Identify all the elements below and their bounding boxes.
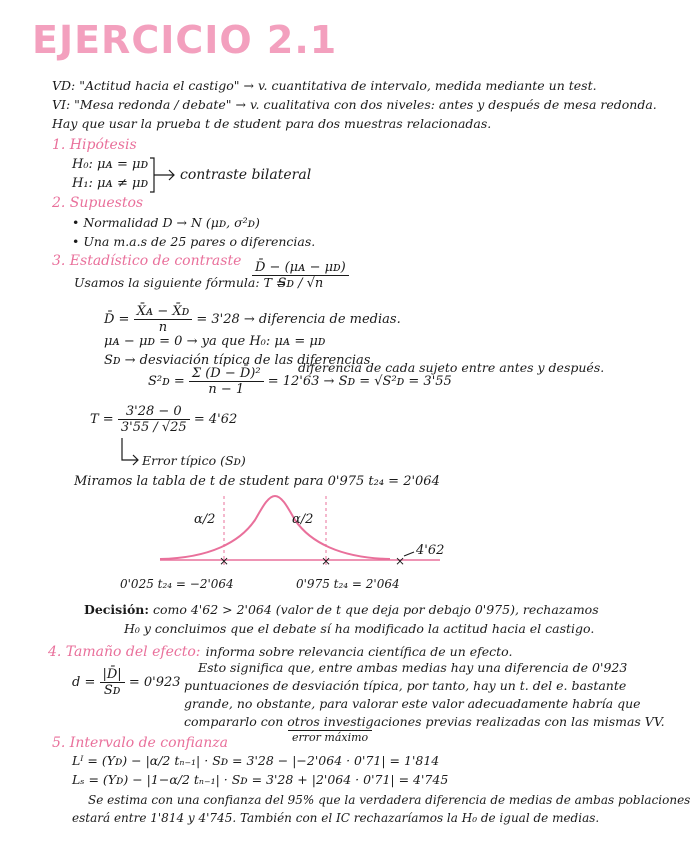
decision-conclusion: H₀ y concluimos que el debate sí ha modificado la actitud hacia el castigo.: [124, 621, 595, 636]
contrast-type: contraste bilateral: [180, 167, 312, 183]
dbar-rhs: = 3'28 → diferencia de medias.: [196, 312, 401, 327]
t-calculation-lhs: T =: [90, 412, 114, 427]
effect-size-lhs: d =: [72, 675, 96, 690]
variance-numerator: Σ (D − D̄)²: [189, 366, 264, 382]
bracket-arrow-icon: [148, 156, 178, 194]
section-3-heading: 3. Estadístico de contraste: [52, 253, 242, 269]
t-table-line: Miramos la tabla de t de student para 0'975 t₂₄ = 2'064: [74, 474, 440, 489]
effect-size-numerator: |D̄|: [100, 667, 125, 683]
error-max-label: error máximo: [288, 730, 372, 744]
h1-hypothesis: H₁: μᴀ ≠ μᴅ: [72, 176, 149, 191]
variance-rhs: = 12'63 → Sᴅ = √S²ᴅ = 3'55: [267, 374, 452, 389]
assumption-normality: • Normalidad D → N (μᴅ, σ²ᴅ): [72, 215, 260, 230]
t-calculation-rhs: = 4'62: [193, 412, 238, 427]
effect-text-2: puntuaciones de desviación típica, por tanto, hay un t. del e. bastante: [184, 678, 627, 693]
vi-line: VI: "Mesa redonda / debate" → v. cualitativa con dos niveles: antes y después de mesa redonda.: [52, 97, 657, 112]
dbar-denominator: n: [158, 320, 168, 335]
vd-line: VD: "Actitud hacia el castigo" → v. cuantitativa de intervalo, medida mediante un test.: [52, 78, 597, 93]
effect-text-3: grande, no obstante, para valorar este valor adecuadamente habría que: [184, 696, 641, 711]
t-observed-mark: ×: [394, 554, 406, 568]
error-arrow-icon: [118, 438, 142, 468]
section-4-note: informa sobre relevancia científica de un efecto.: [205, 644, 513, 659]
assumption-sample: • Una m.a.s de 25 pares o diferencias.: [72, 234, 316, 249]
section-4-header: [48, 641, 512, 660]
critical-value-right: 0'975 t₂₄ = 2'064: [296, 577, 400, 591]
mu-difference-line: μᴀ − μᴅ = 0 → ya que H₀: μᴀ = μᴅ: [104, 334, 326, 349]
standard-error-label: Error típico (Sᴅ): [142, 453, 246, 468]
t-calculation-denominator: 3'55 / √25: [120, 420, 187, 435]
critical-mark-left: ×: [218, 554, 230, 568]
critical-mark-right: ×: [320, 554, 332, 568]
effect-text-4: compararlo con otros investigaciones previas realizadas con las mismas VV.: [184, 714, 665, 729]
normal-curve: [160, 496, 390, 559]
t-distribution-diagram: [120, 490, 480, 600]
ci-conclusion-2: estará entre 1'814 y 4'745. También con el IC rechazaríamos la H₀ de igual de medias.: [72, 811, 600, 825]
upper-limit-line: Lₛ = (Yᴅ) − |1−α/2 tₙ₋₁| · Sᴅ = 3'28 + |2'064 · 0'71| = 4'745: [72, 772, 449, 787]
t-calculation-numerator: 3'28 − 0: [118, 404, 190, 420]
t-observed-label: 4'62: [416, 543, 445, 558]
dbar-numerator: X̄ᴀ − X̄ᴅ: [134, 304, 193, 320]
variance-denominator: n − 1: [208, 382, 245, 397]
alpha-right-label: α/2: [292, 512, 314, 527]
sd-definition-line: Sᴅ → desviación típica de las diferencias: [104, 353, 371, 368]
section-2-heading: 2. Supuestos: [52, 195, 144, 211]
decision-text: como 4'62 > 2'064 (valor de t que deja por debajo 0'975), rechazamos: [152, 602, 599, 617]
method-line: Hay que usar la prueba t de student para dos muestras relacionadas.: [52, 116, 492, 131]
h0-hypothesis: H₀: μᴀ = μᴅ: [72, 157, 149, 172]
formula-intro: Usamos la siguiente fórmula: T =: [74, 275, 287, 290]
effect-size-formula: [72, 667, 181, 698]
section-4-heading: 4. Tamaño del efecto:: [48, 644, 201, 660]
section-5-heading: 5. Intervalo de confianza: [52, 735, 228, 751]
t-formula-numerator: D̄ − (μᴀ − μᴅ): [252, 260, 349, 276]
effect-text-1: Esto significa que, entre ambas medias hay una diferencia de 0'923: [198, 660, 628, 675]
variance-note: diferencia de cada sujeto entre antes y después.: [298, 360, 605, 375]
t-formula-denominator: Sᴅ / √n: [277, 276, 324, 291]
alpha-left-label: α/2: [194, 512, 216, 527]
dbar-lhs: D̄ =: [104, 312, 130, 327]
ci-conclusion-1: Se estima con una confianza del 95% que la verdadera diferencia de medias de ambas poblaciones: [88, 793, 690, 807]
lower-limit-line: Lᴵ = (Yᴅ) − |α/2 tₙ₋₁| · Sᴅ = 3'28 − |−2'064 · 0'71| = 1'814: [72, 753, 440, 768]
t-calculation: [90, 404, 237, 435]
decision-line: [84, 602, 599, 617]
page-title: EJERCICIO 2.1: [32, 18, 338, 62]
critical-value-left: 0'025 t₂₄ = −2'064: [120, 577, 234, 591]
t-formula: [252, 260, 349, 291]
effect-size-denominator: Sᴅ: [103, 683, 121, 698]
decision-label: Decisión:: [84, 602, 149, 617]
dbar-formula: [104, 304, 401, 335]
variance-lhs: S²ᴅ =: [148, 374, 185, 389]
effect-size-rhs: = 0'923: [128, 675, 181, 690]
section-1-heading: 1. Hipótesis: [52, 137, 137, 153]
